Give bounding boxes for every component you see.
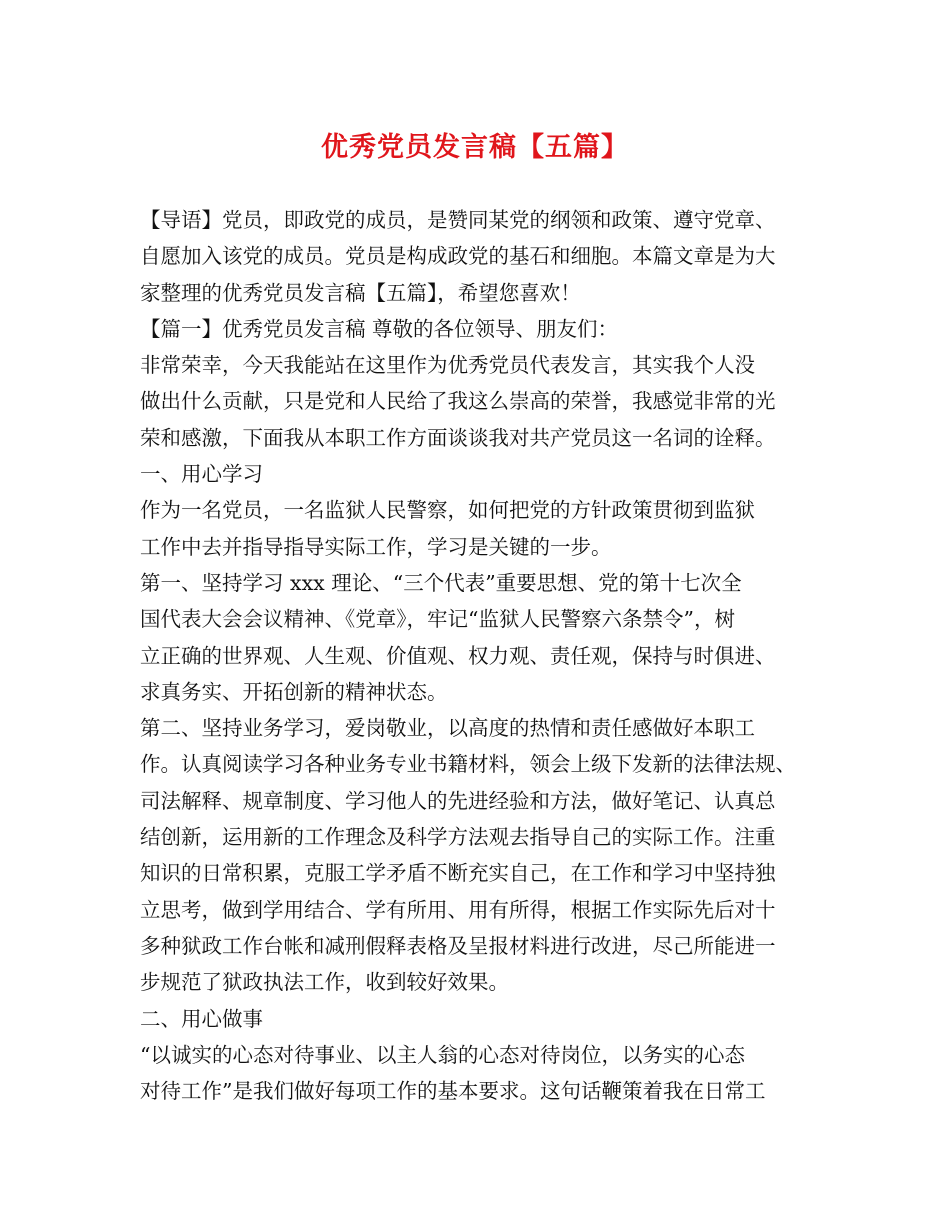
text-line: “以诚实的心态对待事业、以主人翁的心态对待岗位，以务实的心态 xyxy=(140,1042,745,1067)
text-line: 家整理的优秀党员发言稿【五篇】，希望您喜欢！ xyxy=(140,280,581,305)
text-line: 对待工作”是我们做好每项工作的基本要求。这句话鞭策着我在日常工 xyxy=(140,1079,766,1104)
document-body xyxy=(140,202,820,1109)
text-line: 立正确的世界观、人生观、价值观、权力观、责任观，保持与时俱进、 xyxy=(140,643,776,668)
text-line: 工作中去并指导指导实际工作，学习是关键的一步。 xyxy=(140,534,612,559)
text-line: 非常荣幸，今天我能站在这里作为优秀党员代表发言，其实我个人没 xyxy=(140,353,755,378)
text-line: 作为一名党员，一名监狱人民警察，如何把党的方针政策贯彻到监狱 xyxy=(140,498,755,523)
text-line: 司法解释、规章制度、学习他人的先进经验和方法，做好笔记、认真总 xyxy=(140,788,776,813)
text-line: 步规范了狱政执法工作，收到较好效果。 xyxy=(140,970,509,995)
text-line: 作。认真阅读学习各种业务专业书籍材料，领会上级下发新的法律法规、 xyxy=(140,752,796,777)
text-line: 立思考，做到学用结合、学有所用、用有所得，根据工作实际先后对十 xyxy=(140,897,776,922)
text-line: 荣和感激，下面我从本职工作方面谈谈我对共产党员这一名词的诠释。 xyxy=(140,425,776,450)
text-line: 多种狱政工作台帐和减刑假释表格及呈报材料进行改进，尽己所能进一 xyxy=(140,933,776,958)
text-line: 国代表大会会议精神、《党章》，牢记“监狱人民警察六条禁令”，树 xyxy=(140,607,735,632)
text-line: 做出什么贡献，只是党和人民给了我这么崇高的荣誉，我感觉非常的光 xyxy=(140,389,776,414)
text-line: 知识的日常积累，克服工学矛盾不断充实自己，在工作和学习中坚持独 xyxy=(140,861,776,886)
section-heading: 二、用心做事 xyxy=(140,1006,263,1031)
document-title: 优秀党员发言稿【五篇】 xyxy=(321,132,629,163)
text-line: 求真务实、开拓创新的精神状态。 xyxy=(140,679,448,704)
text-line: 【篇一】优秀党员发言稿 尊敬的各位领导、朋友们： xyxy=(140,316,619,341)
text-line: 【导语】党员，即政党的成员，是赞同某党的纲领和政策、遵守党章、 xyxy=(140,208,776,232)
text-line: 自愿加入该党的成员。党员是构成政党的基石和细胞。本篇文章是为大 xyxy=(140,244,776,269)
text-line: 结创新，运用新的工作理念及科学方法观去指导自己的实际工作。注重 xyxy=(140,825,776,850)
section-heading: 一、用心学习 xyxy=(140,462,263,487)
text-line: 第一、坚持学习 xxx 理论、“三个代表”重要思想、党的第十七次全 xyxy=(140,570,742,595)
text-line: 第二、坚持业务学习，爱岗敬业，以高度的热情和责任感做好本职工 xyxy=(140,716,755,741)
